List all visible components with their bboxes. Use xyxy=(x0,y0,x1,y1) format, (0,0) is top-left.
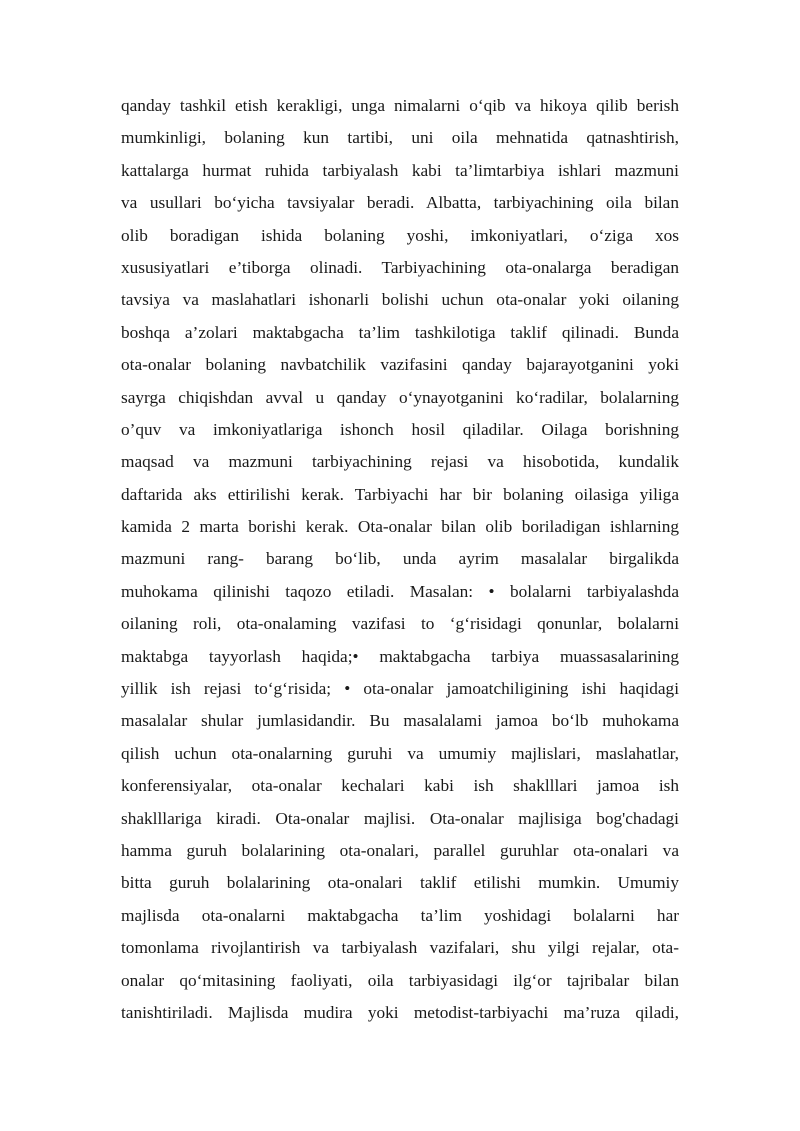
text-line: onalar qo‘mitasining faoliyati, oila tarbiyasidagi ilg‘or tajribalar bilan xyxy=(121,970,679,990)
text-line: maqsad va mazmuni tarbiyachining rejasi va hisobotida, kundalik xyxy=(121,452,679,472)
text-line: kattalarga hurmat ruhida tarbiyalash kabi ta’limtarbiya ishlari mazmuni xyxy=(121,160,679,180)
text-line: va usullari bo‘yicha tavsiyalar beradi. Albatta, tarbiyachining oila bilan xyxy=(121,193,679,213)
text-line: masalalar shular jumlasidandir. Bu masalalami jamoa bo‘lb muhokama xyxy=(121,711,679,731)
text-line: tomonlama rivojlantirish va tarbiyalash vazifalari, shu yilgi rejalar, ota- xyxy=(121,938,679,958)
text-line: o’quv va imkoniyatlariga ishonch hosil qiladilar. Oilaga borishning xyxy=(121,419,679,439)
text-line: hamma guruh bolalarining ota-onalari, parallel guruhlar ota-onalari va xyxy=(121,840,679,860)
text-line: majlisda ota-onalarni maktabgacha ta’lim yoshidagi bolalarni har xyxy=(121,905,679,925)
text-line: konferensiyalar, ota-onalar kechalari kabi ish shaklllari jamoa ish xyxy=(121,776,679,796)
text-line: qanday tashkil etish kerakligi, unga nimalarni o‘qib va hikoya qilib berish xyxy=(121,96,679,115)
text-line: oilaning roli, ota-onalaming vazifasi to ‘g‘risidagi qonunlar, bolalarni xyxy=(121,614,679,634)
text-line: boshqa a’zolari maktabgacha ta’lim tashkilotiga taklif qilinadi. Bunda xyxy=(121,322,679,342)
text-line: olib boradigan ishida bolaning yoshi, imkoniyatlari, o‘ziga xos xyxy=(121,225,679,245)
text-line: qilish uchun ota-onalarning guruhi va umumiy majlislari, maslahatlar, xyxy=(121,743,679,763)
text-line: xususiyatlari e’tiborga olinadi. Tarbiyachining ota-onalarga beradigan xyxy=(121,257,679,277)
text-line: daftarida aks ettirilishi kerak. Tarbiyachi har bir bolaning oilasiga yiliga xyxy=(121,484,679,504)
text-line: kamida 2 marta borishi kerak. Ota-onalar bilan olib boriladigan ishlarning xyxy=(121,517,679,537)
body-text xyxy=(121,90,679,1029)
text-line: maktabga tayyorlash haqida;• maktabgacha tarbiya muassasalarining xyxy=(121,646,679,666)
text-line: ota-onalar bolaning navbatchilik vazifasini qanday bajarayotganini yoki xyxy=(121,355,679,375)
text-line: sayrga chiqishdan avval u qanday o‘ynayotganini ko‘radilar, bolalarning xyxy=(121,387,679,407)
text-line: muhokama qilinishi taqozo etiladi. Masalan: • bolalarni tarbiyalashda xyxy=(121,581,679,601)
text-line: mumkinligi, bolaning kun tartibi, uni oila mehnatida qatnashtirish, xyxy=(121,128,679,148)
text-line: tanishtiriladi. Majlisda mudira yoki metodist-tarbiyachi ma’ruza qiladi, xyxy=(121,1002,679,1022)
text-line: yillik ish rejasi to‘g‘risida; • ota-onalar jamoatchiligining ishi haqidagi xyxy=(121,679,679,699)
text-line: bitta guruh bolalarining ota-onalari taklif etilishi mumkin. Umumiy xyxy=(121,873,679,893)
text-line: mazmuni rang- barang bo‘lib, unda ayrim masalalar birgalikda xyxy=(121,549,679,569)
text-line: tavsiya va maslahatlari ishonarli bolishi uchun ota-onalar yoki oilaning xyxy=(121,290,679,310)
text-line: shaklllariga kiradi. Ota-onalar majlisi. Ota-onalar majlisiga bog'chadagi xyxy=(121,808,679,828)
